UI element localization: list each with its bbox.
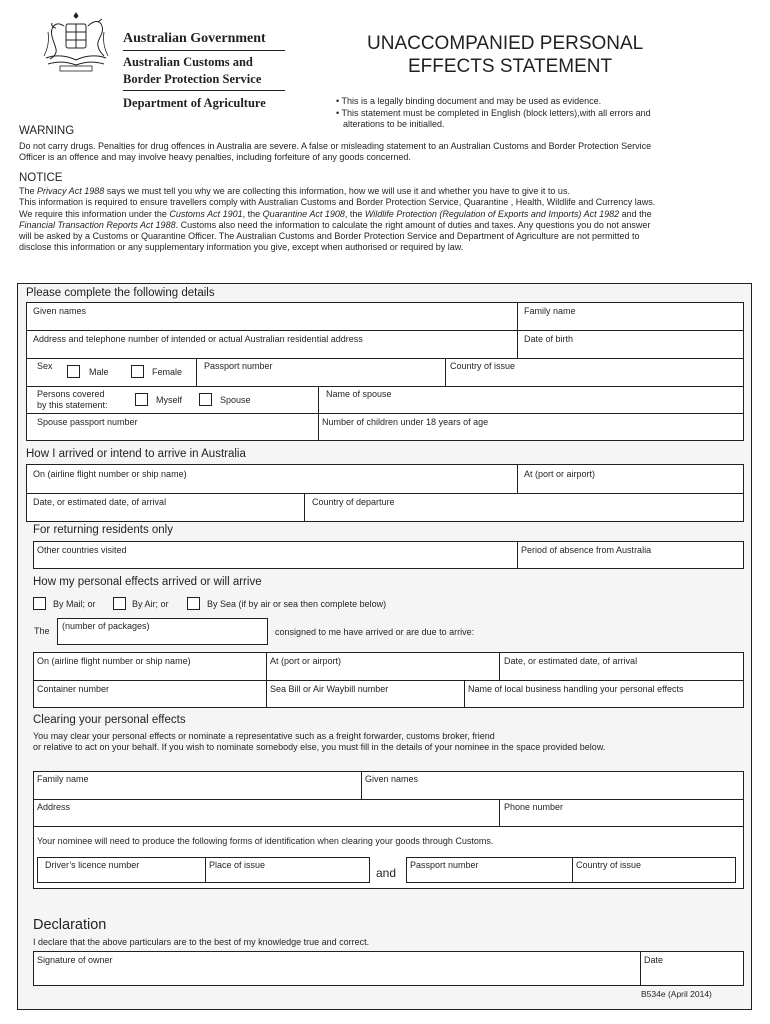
container-number-field[interactable]: Container number bbox=[37, 684, 110, 694]
col-divider bbox=[205, 857, 206, 883]
wildlife-act: Wildlife Protection (Regulation of Exports and Imports) Act 1982 bbox=[364, 208, 620, 219]
by-sea-checkbox[interactable] bbox=[187, 597, 200, 610]
country-of-issue-field[interactable]: Country of issue bbox=[450, 361, 516, 371]
dob-field[interactable]: Date of birth bbox=[524, 334, 574, 344]
male-label: Male bbox=[89, 367, 109, 377]
header-divider-2 bbox=[123, 90, 285, 91]
spouse-checkbox[interactable] bbox=[199, 393, 212, 406]
notice-text-2: This information is required to ensure travellers comply with Australian Customs and Border Protection Service, Quarantine , Health, Wildlife and Currency laws. bbox=[19, 197, 656, 208]
and-label: and bbox=[376, 866, 397, 880]
effects-heading: How my personal effects arrived or will arrive bbox=[33, 576, 262, 588]
nominee-id-text: Your nominee will need to produce the following forms of identification when clearing your goods through Customs. bbox=[37, 836, 494, 846]
consigned-label: consigned to me have arrived or are due to arrive: bbox=[275, 627, 475, 637]
warning-text bbox=[19, 141, 759, 164]
coat-of-arms-logo bbox=[34, 12, 118, 74]
licence-place-of-issue-field[interactable]: Place of issue bbox=[209, 860, 266, 870]
persons-covered-label-2: by this statement: bbox=[37, 400, 108, 410]
notice-text-6: disclose this information or any supplementary information you give, except when authorised or required by law. bbox=[19, 242, 464, 253]
licence-number-field[interactable]: Driver’s licence number bbox=[45, 860, 140, 870]
female-label: Female bbox=[152, 367, 183, 377]
agency-line-2: Border Protection Service bbox=[123, 72, 262, 86]
nominee-family-name-field[interactable]: Family name bbox=[37, 774, 89, 784]
male-checkbox[interactable] bbox=[67, 365, 80, 378]
header-divider bbox=[123, 50, 285, 51]
spouse-passport-field[interactable]: Spouse passport number bbox=[37, 417, 138, 427]
declaration-heading: Declaration bbox=[33, 917, 107, 933]
notice-text bbox=[19, 186, 764, 254]
clearing-text-1: You may clear your personal effects or nominate a representative such as a freight forwarder, customs broker, friend bbox=[33, 731, 495, 741]
declaration-text: I declare that the above particulars are to the best of my knowledge true and correct. bbox=[33, 937, 370, 947]
row-divider bbox=[26, 413, 744, 414]
name-of-spouse-field[interactable]: Name of spouse bbox=[326, 389, 392, 399]
shipping-at-field[interactable]: At (port or airport) bbox=[270, 656, 342, 666]
col-divider bbox=[445, 358, 446, 386]
children-count-field[interactable]: Number of children under 18 years of age bbox=[322, 417, 489, 427]
waybill-field[interactable]: Sea Bill or Air Waybill number bbox=[270, 684, 389, 694]
arrival-date-field[interactable]: Date, or estimated date, of arrival bbox=[33, 497, 167, 507]
by-air-label: By Air; or bbox=[132, 599, 169, 609]
row-divider bbox=[26, 330, 744, 331]
legal-bullet-2: • This statement must be completed in English (block letters),with all errors and bbox=[336, 108, 651, 118]
address-field[interactable]: Address and telephone number of intended or actual Australian residential address bbox=[33, 334, 363, 344]
notice-3c: , the bbox=[242, 208, 263, 219]
notice-heading: NOTICE bbox=[19, 172, 63, 184]
form-code: B534e (April 2014) bbox=[641, 989, 712, 999]
nominee-passport-field[interactable]: Passport number bbox=[410, 860, 479, 870]
notice-3a: We require this information under the bbox=[19, 208, 170, 219]
col-divider bbox=[517, 464, 518, 493]
col-divider bbox=[196, 358, 197, 386]
warning-line-2: Officer is an offence and may involve heavy penalties, including forfeiture of any goods concerned. bbox=[19, 152, 411, 163]
arrival-at-field[interactable]: At (port or airport) bbox=[524, 469, 596, 479]
warning-line-1: Do not carry drugs. Penalties for drug offences in Australia are severe. A false or misleading statement to an Australian Customs and Border Protection Service bbox=[19, 141, 652, 151]
details-heading: Please complete the following details bbox=[26, 287, 215, 299]
sex-label: Sex bbox=[37, 361, 53, 371]
passport-field[interactable]: Passport number bbox=[204, 361, 273, 371]
ftr-act: Financial Transaction Reports Act 1988 bbox=[19, 219, 176, 230]
number-of-packages-label: (number of packages) bbox=[62, 621, 150, 631]
row-divider bbox=[33, 680, 744, 681]
form-title-line-1: UNACCOMPANIED PERSONAL bbox=[367, 33, 644, 54]
by-sea-label: By Sea (if by air or sea then complete below) bbox=[207, 599, 387, 609]
spouse-label: Spouse bbox=[220, 395, 251, 405]
given-names-field[interactable]: Given names bbox=[33, 306, 87, 316]
gov-name: Australian Government bbox=[123, 31, 266, 46]
signature-table bbox=[33, 951, 744, 986]
col-divider bbox=[517, 541, 518, 569]
local-business-field[interactable]: Name of local business handling your personal effects bbox=[468, 684, 684, 694]
col-divider bbox=[572, 857, 573, 883]
col-divider bbox=[361, 771, 362, 799]
nominee-country-of-issue-field[interactable]: Country of issue bbox=[576, 860, 642, 870]
persons-covered-label-1: Persons covered bbox=[37, 389, 105, 399]
notice-text-1a: The bbox=[19, 186, 38, 196]
col-divider bbox=[266, 652, 267, 708]
warning-heading: WARNING bbox=[19, 125, 75, 137]
by-air-checkbox[interactable] bbox=[113, 597, 126, 610]
female-checkbox[interactable] bbox=[131, 365, 144, 378]
clearing-heading: Clearing your personal effects bbox=[33, 714, 186, 726]
row-divider bbox=[26, 493, 744, 494]
col-divider bbox=[499, 799, 500, 826]
privacy-act: Privacy Act 1988 bbox=[37, 186, 105, 196]
country-of-departure-field[interactable]: Country of departure bbox=[312, 497, 395, 507]
family-name-field[interactable]: Family name bbox=[524, 306, 576, 316]
col-divider bbox=[517, 302, 518, 358]
clearing-text-2: or relative to act on your behalf. If you wish to nominate somebody else, you must fill in the details of your nominee in the space provided below. bbox=[33, 742, 606, 752]
notice-4b: . Customs also need the information to calculate the right amount of duties and taxes. Any questions you do not answer bbox=[175, 219, 651, 230]
shipping-date-field[interactable]: Date, or estimated date, of arrival bbox=[504, 656, 638, 666]
by-mail-checkbox[interactable] bbox=[33, 597, 46, 610]
shipping-on-field[interactable]: On (airline flight number or ship name) bbox=[37, 656, 191, 666]
form-title-line-2: EFFECTS STATEMENT bbox=[408, 56, 613, 77]
col-divider bbox=[304, 493, 305, 522]
signature-field[interactable]: Signature of owner bbox=[37, 955, 113, 965]
notice-3g: and the bbox=[619, 208, 652, 219]
other-countries-field[interactable]: Other countries visited bbox=[37, 545, 127, 555]
row-divider bbox=[33, 826, 744, 827]
col-divider bbox=[318, 386, 319, 441]
row-divider bbox=[33, 799, 744, 800]
myself-checkbox[interactable] bbox=[135, 393, 148, 406]
legal-bullet-1: • This is a legally binding document and may be used as evidence. bbox=[336, 96, 602, 106]
nominee-given-names-field[interactable]: Given names bbox=[365, 774, 419, 784]
quarantine-act: Quarantine Act 1908 bbox=[262, 208, 345, 219]
agency-line-1: Australian Customs and bbox=[123, 55, 253, 69]
customs-act: Customs Act 1901 bbox=[169, 208, 243, 219]
nominee-phone-field[interactable]: Phone number bbox=[504, 802, 564, 812]
department-name: Department of Agriculture bbox=[123, 96, 266, 110]
myself-label: Myself bbox=[156, 395, 183, 405]
notice-text-5: will be asked by a Customs or Quarantine Officer. The Australian Customs and Border Protection Service and Department of Agriculture are not permitted to bbox=[19, 231, 640, 242]
col-divider bbox=[640, 951, 641, 986]
row-divider bbox=[26, 358, 744, 359]
date-field[interactable]: Date bbox=[644, 955, 664, 965]
returning-heading: For returning residents only bbox=[33, 524, 173, 536]
by-mail-label: By Mail; or bbox=[53, 599, 96, 609]
period-of-absence-field[interactable]: Period of absence from Australia bbox=[521, 545, 652, 555]
row-divider bbox=[26, 386, 744, 387]
nominee-address-field[interactable]: Address bbox=[37, 802, 71, 812]
arrival-heading: How I arrived or intend to arrive in Australia bbox=[26, 448, 246, 460]
legal-bullet-2-cont: alterations to be initialled. bbox=[343, 119, 445, 129]
col-divider bbox=[464, 680, 465, 708]
col-divider bbox=[499, 652, 500, 680]
notice-text-1b: says we must tell you why we are collecting this information, how we will use it and whether you have to give it to us. bbox=[104, 186, 570, 196]
notice-3e: , the bbox=[344, 208, 365, 219]
arrival-on-field[interactable]: On (airline flight number or ship name) bbox=[33, 469, 187, 479]
the-label: The bbox=[34, 626, 50, 636]
